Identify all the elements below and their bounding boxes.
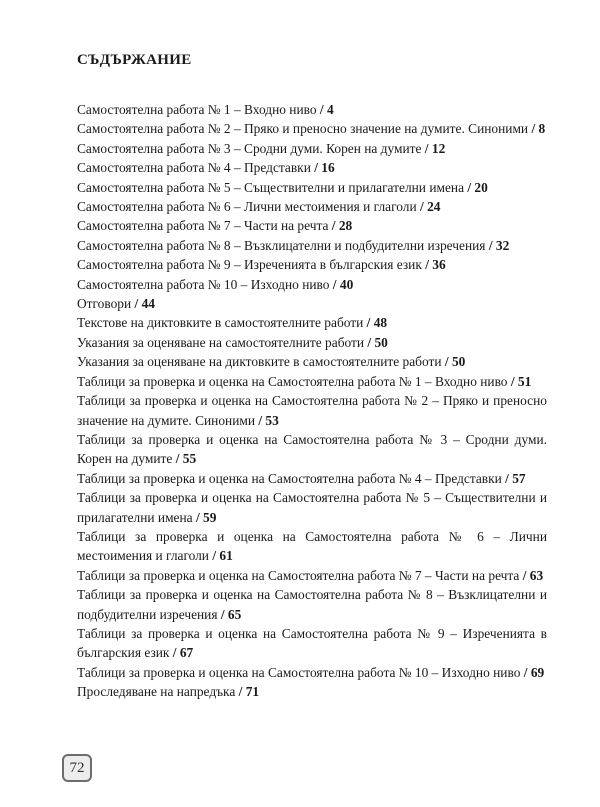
toc-entry bbox=[77, 566, 547, 585]
toc-entry-title: Таблици за проверка и оценка на Самостоятелна работа № 2 – Пряко и преносно значение на думите. Синоними bbox=[77, 393, 547, 428]
toc-entry-title: Таблици за проверка и оценка на Самостоятелна работа № 10 – Изходно ниво bbox=[77, 664, 521, 680]
toc-entry-page: / 53 bbox=[255, 412, 279, 428]
toc-entry-page: / 67 bbox=[169, 645, 194, 661]
toc-entry-title: Отговори bbox=[77, 296, 132, 312]
toc-entry bbox=[77, 585, 547, 624]
toc-entry bbox=[77, 236, 547, 255]
toc-entry-title: Самостоятелна работа № 5 – Съществителни и прилагателни имена bbox=[77, 179, 465, 195]
toc-entry bbox=[77, 682, 547, 701]
toc-entry-title: Таблици за проверка и оценка на Самостоятелна работа № 8 – Възклицателни и подбудителни изречения bbox=[77, 587, 547, 622]
toc-entry-page: / 28 bbox=[328, 218, 353, 234]
toc-entry-title: Самостоятелна работа № 4 – Представки bbox=[77, 160, 311, 176]
toc-entry-title: Таблици за проверка и оценка на Самостоятелна работа № 1 – Входно ниво bbox=[77, 373, 508, 389]
toc-entry-page: / 59 bbox=[192, 509, 217, 525]
toc-entry bbox=[77, 352, 547, 371]
table-of-contents bbox=[77, 100, 547, 702]
toc-entry bbox=[77, 430, 547, 469]
toc-entry-page: / 55 bbox=[172, 451, 197, 467]
toc-entry-page: / 50 bbox=[364, 334, 388, 350]
toc-entry bbox=[77, 119, 547, 138]
toc-entry-title: Самостоятелна работа № 6 – Лични местоимения и глаголи bbox=[77, 199, 417, 215]
toc-entry bbox=[77, 469, 547, 488]
toc-entry-title: Проследяване на напредъка bbox=[77, 684, 236, 700]
toc-entry bbox=[77, 527, 547, 566]
toc-entry-title: Самостоятелна работа № 7 – Части на речта bbox=[77, 218, 329, 234]
toc-entry-page: / 71 bbox=[235, 684, 260, 700]
toc-entry-title: Таблици за проверка и оценка на Самостоятелна работа № 7 – Части на речта bbox=[77, 567, 520, 583]
toc-entry bbox=[77, 624, 547, 663]
toc-entry-page: / 20 bbox=[464, 179, 488, 195]
toc-entry-title: Таблици за проверка и оценка на Самостоятелна работа № 9 – Изреченията в българския език bbox=[77, 625, 547, 661]
toc-entry bbox=[77, 663, 547, 682]
toc-entry-title: Самостоятелна работа № 2 – Пряко и преносно значение на думите. Синоними bbox=[77, 121, 529, 137]
toc-entry-title: Указания за оценяване на диктовките в самостоятелните работи bbox=[77, 354, 442, 370]
toc-entry-page: / 40 bbox=[329, 276, 354, 292]
toc-entry bbox=[77, 158, 547, 177]
toc-entry-page: / 63 bbox=[519, 567, 544, 583]
page-number: 72 bbox=[62, 754, 92, 782]
toc-entry bbox=[77, 333, 547, 352]
toc-entry-title: Самостоятелна работа № 3 – Сродни думи. Корен на думите bbox=[77, 140, 422, 156]
toc-entry bbox=[77, 372, 547, 391]
toc-entry-title: Самостоятелна работа № 8 – Възклицателни и подбудителни изречения bbox=[77, 237, 486, 253]
toc-entry-page: / 4 bbox=[316, 102, 334, 117]
toc-entry-title: Таблици за проверка и оценка на Самостоятелна работа № 4 – Представки bbox=[77, 470, 502, 486]
toc-entry-title: Самостоятелна работа № 1 – Входно ниво bbox=[77, 102, 317, 117]
toc-entry-title: Указания за оценяване на самостоятелните работи bbox=[77, 334, 365, 350]
toc-entry bbox=[77, 139, 547, 158]
toc-entry bbox=[77, 391, 547, 430]
toc-entry bbox=[77, 216, 547, 235]
toc-entry-page: / 65 bbox=[217, 606, 242, 622]
toc-entry-page: / 57 bbox=[501, 470, 526, 486]
toc-entry-title: Самостоятелна работа № 10 – Изходно ниво bbox=[77, 276, 330, 292]
toc-entry bbox=[77, 275, 547, 294]
toc-entry bbox=[77, 100, 547, 119]
toc-entry-page: / 61 bbox=[208, 548, 233, 564]
toc-entry-title: Таблици за проверка и оценка на Самостоятелна работа № 5 – Съществителни и прилагателни имена bbox=[77, 490, 547, 525]
toc-entry-page: / 69 bbox=[520, 664, 545, 680]
toc-entry-page: / 24 bbox=[416, 199, 441, 215]
toc-entry-page: / 48 bbox=[363, 315, 388, 331]
toc-entry-page: / 32 bbox=[485, 237, 510, 253]
toc-entry bbox=[77, 488, 547, 527]
toc-entry-title: Самостоятелна работа № 9 – Изреченията в българския език bbox=[77, 257, 422, 273]
page-title: СЪДЪРЖАНИЕ bbox=[77, 52, 192, 68]
toc-entry-page: / 16 bbox=[310, 160, 335, 176]
toc-entry-page: / 36 bbox=[421, 257, 446, 273]
toc-entry-title: Текстове на диктовките в самостоятелните работи bbox=[77, 315, 364, 331]
toc-entry-page: / 51 bbox=[507, 373, 532, 389]
toc-entry bbox=[77, 313, 547, 332]
toc-entry bbox=[77, 178, 547, 197]
toc-entry-title: Таблици за проверка и оценка на Самостоятелна работа № 3 – Сродни думи. Корен на думите bbox=[77, 431, 547, 467]
toc-entry-title: Таблици за проверка и оценка на Самостоятелна работа № 6 – Лични местоимения и глаголи bbox=[77, 528, 547, 564]
toc-entry-page: / 12 bbox=[421, 140, 446, 156]
toc-entry bbox=[77, 255, 547, 274]
toc-entry bbox=[77, 197, 547, 216]
toc-entry-page: / 44 bbox=[131, 296, 155, 312]
toc-entry bbox=[77, 294, 547, 313]
toc-entry-page: / 8 bbox=[528, 121, 546, 137]
toc-entry-page: / 50 bbox=[441, 354, 466, 370]
